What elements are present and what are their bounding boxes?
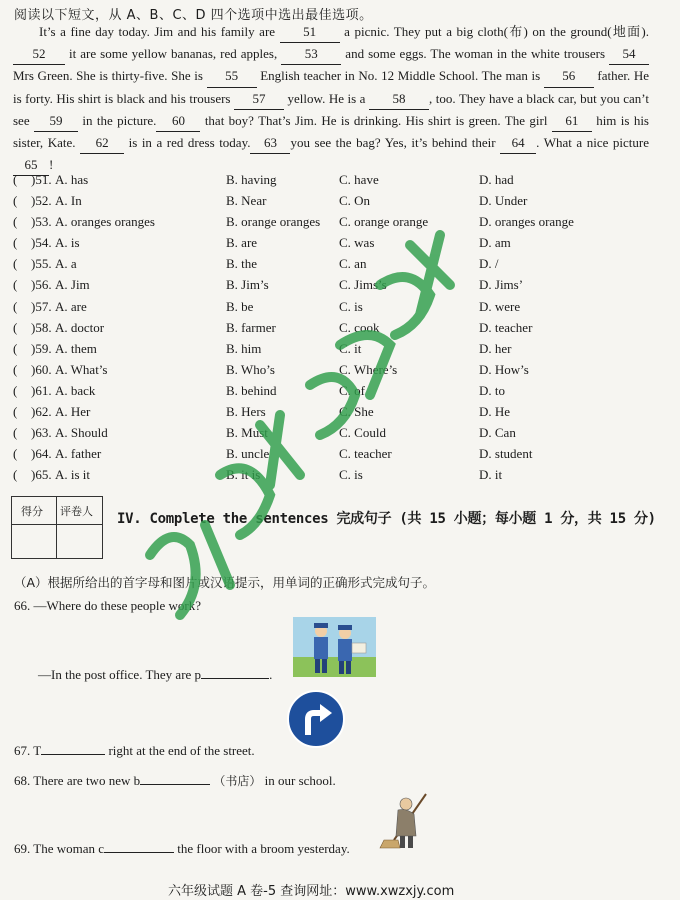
option-b: B. farmer (226, 319, 276, 335)
passage-text: It’s a fine day today. Jim and his family are (39, 24, 276, 39)
blank-53: 53 (281, 43, 341, 65)
option-a: A. has (55, 172, 89, 187)
passage-text: him is his sister, Kate. (13, 112, 649, 151)
passage-text: is in a red dress today. (128, 135, 251, 151)
chinese-hint: （书店） (213, 774, 262, 788)
question-text: right at the end of the street. (108, 743, 255, 758)
passage-text: Mrs Green. She is thirty-five. She is (13, 68, 203, 84)
answer-slot[interactable]: ( (13, 256, 18, 272)
option-d: D. am (479, 235, 511, 251)
question-text: —In the post office. They are p (38, 667, 202, 682)
option-row (13, 339, 653, 360)
grader-label: 评卷人 (60, 505, 93, 518)
option-d: D. teacher (479, 319, 533, 335)
option-b: B. uncle (226, 446, 270, 462)
option-c: C. Jims’s (339, 277, 387, 293)
option-a: A. oranges oranges (55, 214, 155, 230)
question-number: )56. (31, 277, 52, 293)
passage-text: . What a nice picture (536, 135, 649, 151)
option-a: A. In (55, 193, 82, 209)
passage-text: and some eggs. The woman in the white trousers (345, 46, 606, 62)
blank-56: 56 (544, 65, 594, 87)
option-b: B. are (226, 235, 258, 251)
passage-text: English teacher in No. 12 Middle School. The man is (260, 68, 541, 84)
answer-slot[interactable]: ( (13, 235, 18, 251)
question-66-answer (38, 664, 272, 683)
question-text: 69. The woman c (14, 841, 105, 856)
question-number: )52. (31, 193, 52, 209)
blank-60: 60 (156, 110, 200, 132)
blank-52: 52 (13, 43, 65, 65)
question-text: the floor with a broom yesterday. (177, 841, 350, 856)
answer-slot[interactable]: ( (13, 361, 18, 377)
option-row (13, 297, 653, 318)
question-67 (14, 740, 255, 759)
option-c: C. have (339, 172, 379, 187)
option-row (13, 423, 653, 444)
question-number: )58. (31, 319, 52, 335)
option-d: D. student (479, 446, 533, 462)
option-c: C. teacher (339, 446, 392, 462)
option-b: B. Who’s (226, 361, 275, 377)
option-d: D. to (479, 382, 505, 398)
option-row (13, 360, 653, 381)
blank-65: 65 (13, 154, 49, 176)
passage-text: , too. They have a black car, but you can’t see (13, 90, 650, 128)
options-list (13, 170, 653, 486)
answer-blank[interactable] (104, 838, 174, 853)
answer-slot[interactable]: ( (13, 382, 18, 398)
option-c: C. is (339, 467, 363, 483)
option-b: B. Must (226, 425, 268, 441)
question-number: )55. (31, 256, 52, 272)
blank-54: 54 (609, 43, 649, 65)
option-a: A. Her (55, 404, 91, 420)
question-number: )53. (31, 214, 52, 230)
question-number: )51. (31, 172, 52, 187)
question-number: )64. (31, 446, 52, 462)
option-c: C. Could (339, 425, 386, 441)
blank-57: 57 (234, 88, 284, 110)
option-b: B. behind (226, 382, 277, 398)
answer-slot[interactable]: ( (13, 340, 18, 356)
option-row (13, 170, 653, 191)
passage-text: you see the bag? Yes, it’s behind their (290, 135, 496, 151)
option-d: D. were (479, 298, 521, 314)
question-number: )63. (31, 425, 52, 441)
option-a: A. What’s (55, 361, 108, 377)
option-b: B. orange oranges (226, 214, 321, 230)
option-row (13, 275, 653, 296)
option-c: C. was (339, 235, 375, 251)
page-footer: 六年级试题 A 卷-5 查询网址：www.xwzxjy.com (168, 884, 455, 899)
option-b: B. Jim’s (226, 277, 269, 293)
option-c: C. She (339, 404, 374, 420)
passage-text: yellow. He is a (287, 90, 366, 106)
option-row (13, 254, 653, 275)
question-66-prompt: 66. —Where do these people work? (14, 598, 201, 613)
option-row (13, 402, 653, 423)
answer-blank[interactable] (201, 664, 269, 679)
blank-58: 58 (369, 88, 429, 110)
answer-slot[interactable]: ( (13, 172, 18, 187)
question-text: in our school. (264, 773, 336, 788)
option-row (13, 444, 653, 465)
option-c: C. On (339, 193, 371, 209)
answer-slot[interactable]: ( (13, 298, 18, 314)
passage-text: father. He is forty. His shirt is black and his trousers (13, 68, 650, 106)
option-b: B. the (226, 256, 258, 272)
blank-51: 51 (280, 21, 340, 43)
option-d: D. Jims’ (479, 277, 524, 293)
option-b: B. him (226, 340, 262, 356)
option-c: C. it (339, 340, 362, 356)
option-row (13, 212, 653, 233)
answer-blank[interactable] (41, 740, 105, 755)
postmen-picture (293, 617, 376, 677)
option-c: C. an (339, 256, 367, 272)
option-row (13, 191, 653, 212)
option-d: D. How’s (479, 361, 529, 377)
option-b: B. Hers (226, 404, 266, 420)
option-a: A. is (55, 235, 80, 251)
question-text: 68. There are two new b (14, 773, 141, 788)
option-a: A. a (55, 256, 77, 272)
option-row (13, 381, 653, 402)
option-b: B. it is (226, 467, 261, 483)
answer-slot[interactable]: ( (13, 425, 18, 441)
passage-text: a picnic. They put a big cloth(布) on the ground(地面). (344, 24, 650, 39)
turn-right-sign-icon (286, 689, 346, 749)
passage-text: it are some yellow bananas, red apples, (69, 46, 278, 62)
question-number: )57. (31, 298, 52, 314)
answer-slot[interactable]: ( (13, 404, 18, 420)
option-row (13, 465, 653, 486)
cloze-passage (13, 21, 649, 176)
option-row (13, 318, 653, 339)
score-box (11, 496, 103, 559)
option-c: C. orange orange (339, 214, 429, 230)
answer-blank[interactable] (140, 770, 210, 785)
option-c: C. Where’s (339, 361, 398, 377)
answer-slot[interactable]: ( (13, 446, 18, 462)
question-69 (14, 838, 350, 857)
option-c: C. of (339, 382, 365, 398)
question-number: )62. (31, 404, 52, 420)
answer-slot[interactable]: ( (13, 214, 18, 230)
blank-61: 61 (552, 110, 592, 132)
answer-slot[interactable]: ( (13, 277, 18, 293)
option-c: C. is (339, 298, 363, 314)
option-a: A. Should (55, 425, 108, 441)
question-number: )54. (31, 235, 52, 251)
question-number: )59. (31, 340, 52, 356)
reading-instruction: 阅读以下短文，从 A、B、C、D 四个选项中选出最佳选项。 (14, 8, 373, 23)
option-b: B. be (226, 298, 254, 314)
blank-55: 55 (207, 65, 257, 87)
section-title: IV. Complete the sentences 完成句子 (共 15 小题；每小题 1 分，共 15 分) (117, 511, 656, 527)
option-row (13, 233, 653, 254)
option-a: A. Jim (55, 277, 90, 293)
option-b: B. Near (226, 193, 267, 209)
option-d: D. had (479, 172, 514, 187)
option-d: D. / (479, 256, 499, 272)
option-d: D. He (479, 404, 511, 420)
question-number: )65. (31, 467, 52, 483)
option-d: D. Under (479, 193, 528, 209)
option-b: B. having (226, 172, 277, 187)
option-d: D. it (479, 467, 503, 483)
sub-instruction: （A）根据所给出的首字母和图片或汉语提示，用单词的正确形式完成句子。 (14, 575, 436, 590)
option-d: D. oranges orange (479, 214, 574, 230)
option-a: A. doctor (55, 319, 105, 335)
question-text: 67. T (14, 743, 42, 758)
answer-slot[interactable]: ( (13, 467, 18, 483)
passage-text: in the picture. (82, 112, 157, 128)
option-d: D. Can (479, 425, 516, 441)
option-a: A. back (55, 382, 96, 398)
score-label: 得分 (21, 505, 43, 518)
sweeping-woman-picture (376, 790, 434, 852)
blank-62: 62 (80, 132, 124, 154)
question-number: )60. (31, 361, 52, 377)
passage-text: ! (49, 157, 54, 173)
blank-64: 64 (500, 132, 536, 154)
option-c: C. cook (339, 319, 380, 335)
option-a: A. are (55, 298, 87, 314)
question-text: . (269, 667, 273, 682)
option-a: A. father (55, 446, 102, 462)
blank-63: 63 (250, 132, 290, 154)
blank-59: 59 (34, 110, 78, 132)
option-a: A. is it (55, 467, 91, 483)
question-number: )61. (31, 382, 52, 398)
option-a: A. them (55, 340, 97, 356)
option-d: D. her (479, 340, 512, 356)
answer-slot[interactable]: ( (13, 193, 18, 209)
question-68 (14, 770, 336, 789)
answer-slot[interactable]: ( (13, 319, 18, 335)
passage-text: that boy? That’s Jim. He is drinking. His shirt is green. The girl (204, 112, 548, 128)
